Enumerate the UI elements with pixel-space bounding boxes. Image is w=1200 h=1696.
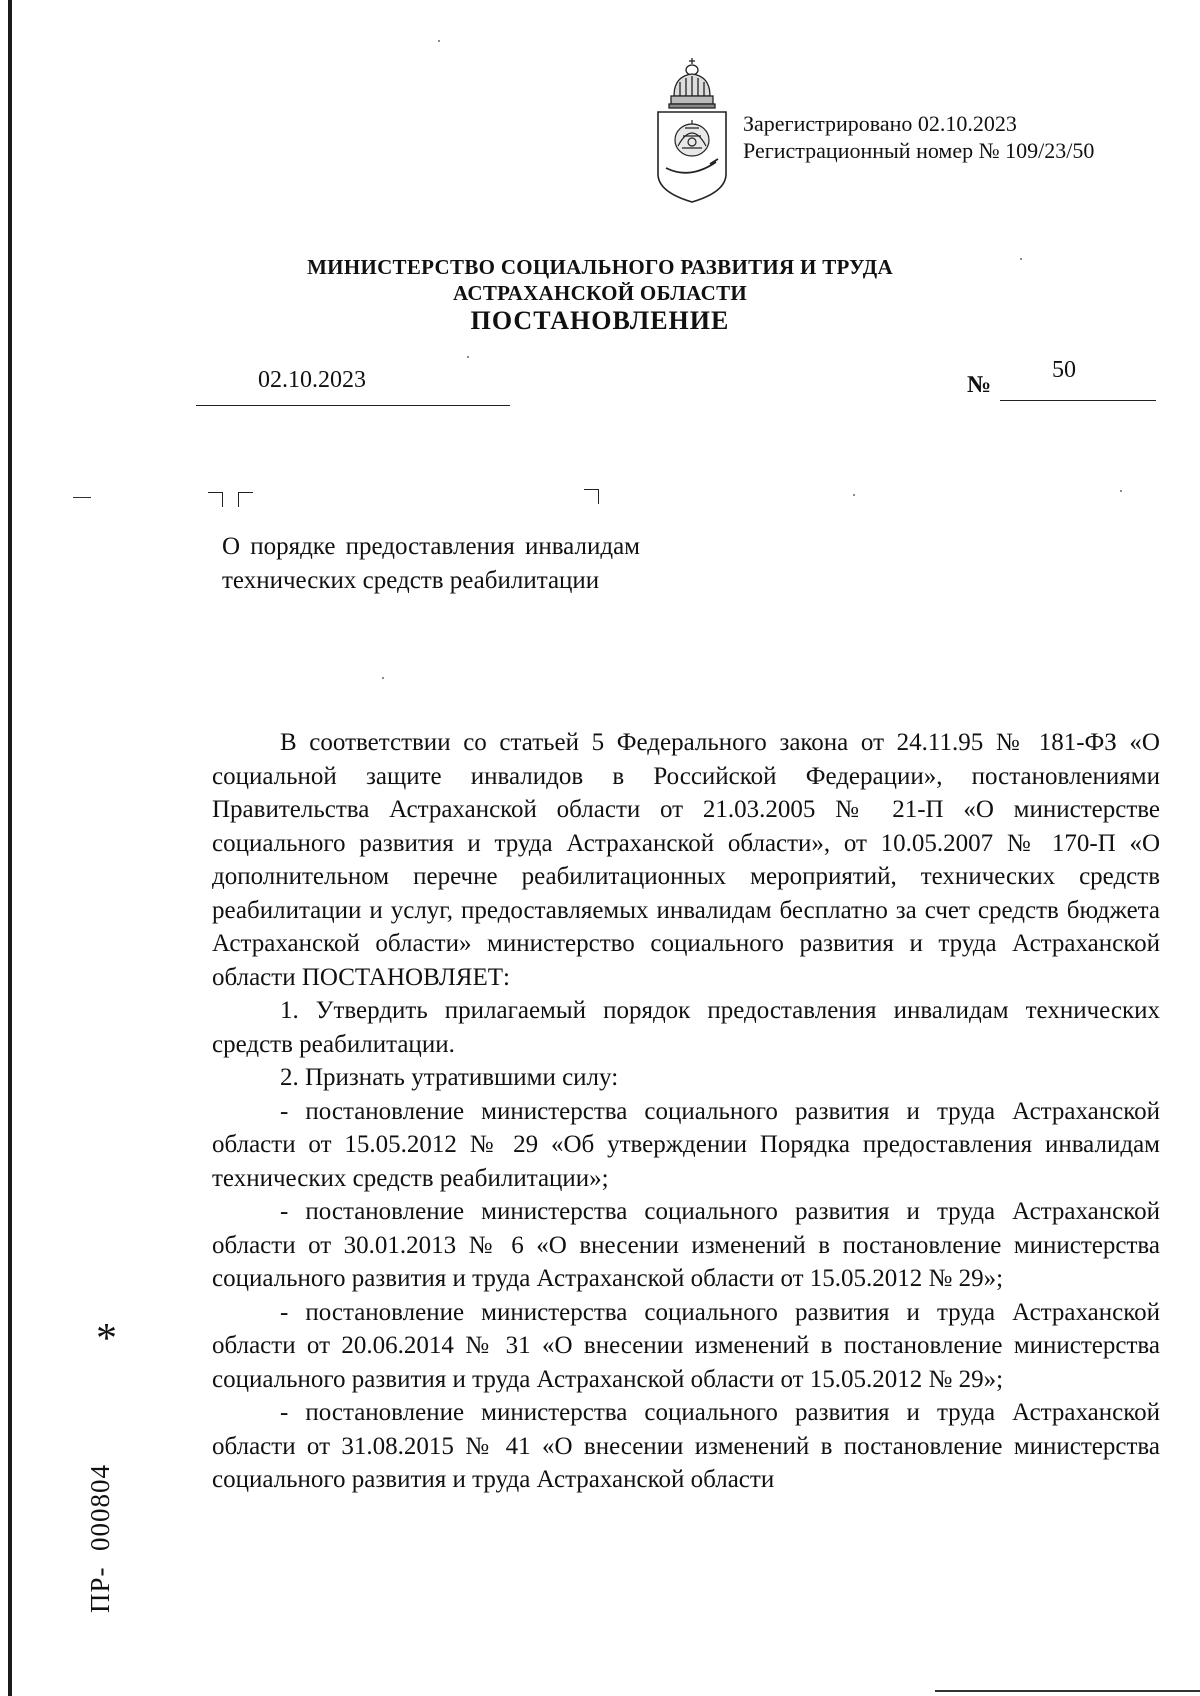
document-number: 50 (1052, 357, 1076, 383)
coat-of-arms-icon (652, 56, 732, 204)
margin-asterisk: * (96, 1316, 117, 1362)
repealed-act-4: - постановление министерства социального развития и труда Астраханской области от 31.08.2015 № 41 «О внесении изменений в постановление министерства социального развития и труда Астраханской области (212, 1399, 1160, 1493)
scan-speck (382, 677, 384, 679)
number-label: № (967, 372, 992, 398)
number-underline (1000, 400, 1156, 401)
scan-speck (467, 356, 469, 358)
crown-top-icon (669, 58, 715, 108)
date-underline (196, 405, 510, 406)
registration-number: Регистрационный номер № 109/23/50 (743, 138, 1095, 163)
bottom-rule (935, 1690, 1200, 1692)
ministry-name-line2: АСТРАХАНСКОЙ ОБЛАСТИ (452, 281, 748, 305)
repealed-act-3: - постановление министерства социального развития и труда Астраханской области от 20.06.2014 № 31 «О внесении изменений в постановление министерства социального развития и труда Астраханской области от 15.05.2012 № 29»; (212, 1298, 1160, 1393)
document-body (212, 726, 1160, 1497)
document-type-title: ПОСТАНОВЛЕНИЕ (470, 306, 730, 335)
scan-speck (853, 494, 855, 496)
scan-speck (438, 40, 440, 42)
repealed-act-2: - постановление министерства социального развития и труда Астраханской области от 30.01.2013 № 6 «О внесении изменений в постановление министерства социального развития и труда Астраханской области от 15.05.2012 № 29»; (212, 1198, 1160, 1292)
item-1-paragraph: 1. Утвердить прилагаемый порядок предоставления инвалидам технических средств реабилитации. (212, 997, 1160, 1058)
document-subject: О порядке предоставления инвалидам технических средств реабилитации (222, 533, 640, 594)
subject-bracket-left-b (238, 492, 253, 507)
registration-stamp (743, 110, 1094, 164)
ministry-name-line1: МИНИСТЕРСТВО СОЦИАЛЬНОГО РАЗВИТИЯ И ТРУДА (307, 255, 893, 279)
form-code-vertical: ПР- 000804 (85, 1463, 115, 1613)
ministry-name (0, 254, 1200, 306)
repealed-act-1: - постановление министерства социального развития и труда Астраханской области от 15.05.2012 № 29 «Об утверждении Порядка предоставления инвалидам технических средств реабилитации»; (212, 1097, 1160, 1192)
subject-bracket-right (584, 489, 599, 504)
subject-bracket-left-a (208, 492, 223, 507)
item-2-paragraph: 2. Признать утратившими силу: (280, 1064, 619, 1091)
preamble-paragraph: В соответствии со статьей 5 Федерального закона от 24.11.95 № 181-ФЗ «О социальной защите инвалидов в Российской Федерации», постановлениями Правительства Астраханской области от 21.03.2005 № 21-П «О министерстве социального развития и труда Астраханской области», от 10.05.2007 № 170-П «О дополнительном перечне реабилитационных мероприятий, технических средств реабилитации и услуг, предоставляемых инвалидам бесплатно за счет средств бюджета Астраханской области» министерство социального развития и труда Астраханской области ПОСТАНОВЛЯЕТ: (212, 729, 1160, 991)
registration-date: Зарегистрировано 02.10.2023 (743, 111, 1017, 136)
margin-dash (73, 497, 91, 498)
document-date: 02.10.2023 (258, 367, 366, 393)
scan-speck (1120, 490, 1122, 492)
scan-speck (1020, 258, 1022, 260)
